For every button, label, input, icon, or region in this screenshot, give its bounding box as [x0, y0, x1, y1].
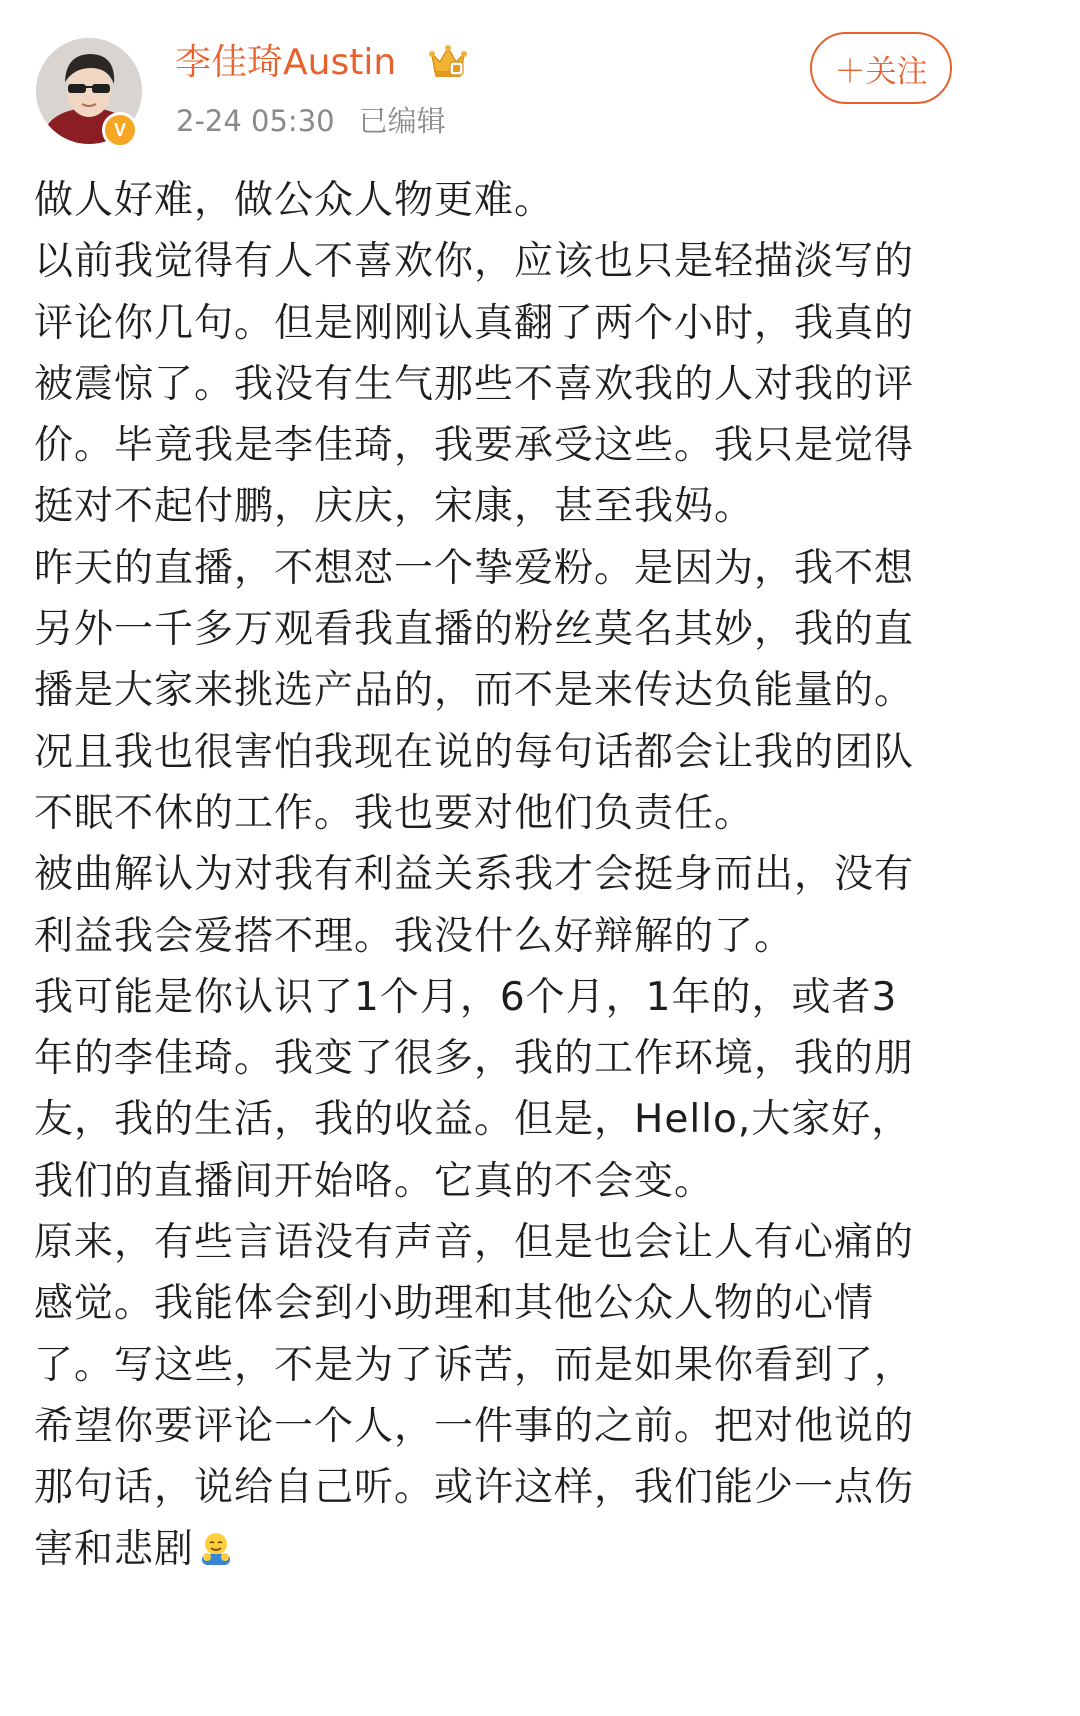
post-meta: [176, 102, 446, 140]
post-line: 利益我会爱搭不理。我没什么好辩解的了。: [34, 913, 795, 959]
post-line: 年的李佳琦。我变了很多，我的工作环境，我的朋: [34, 1036, 915, 1082]
post-line: 评论你几句。但是刚刚认真翻了两个小时，我真的: [34, 300, 915, 346]
post-line: 原来，有些言语没有声音，但是也会让人有心痛的: [34, 1220, 915, 1266]
post-line: 了。写这些，不是为了诉苦，而是如果你看到了，: [34, 1342, 915, 1388]
post-line: 被震惊了。我没有生气那些不喜欢我的人对我的评: [34, 361, 915, 407]
post-line: 况且我也很害怕我现在说的每句话都会让我的团队: [34, 729, 915, 775]
post-line: 我可能是你认识了1个月，6个月，1年的，或者3: [34, 974, 898, 1020]
post-line: 感觉。我能体会到小助理和其他公众人物的心情: [34, 1281, 875, 1327]
post-line: 价。毕竟我是李佳琦，我要承受这些。我只是觉得: [34, 423, 915, 469]
edited-label[interactable]: 已编辑: [358, 104, 446, 138]
post-line: 友，我的生活，我的收益。但是，Hello,大家好，: [34, 1097, 912, 1143]
post-line-last: [34, 1519, 1044, 1580]
post-line-text: 害和悲剧: [34, 1526, 195, 1572]
crown-icon[interactable]: [428, 42, 468, 82]
post-body: [34, 170, 1044, 1580]
post-line: 不眠不休的工作。我也要对他们负责任。: [34, 790, 755, 836]
post-line: 那句话，说给自己听。或许这样，我们能少一点伤: [34, 1465, 915, 1511]
post-line: 播是大家来挑选产品的，而不是来传达负能量的。: [34, 668, 915, 714]
follow-button[interactable]: ＋关注: [810, 32, 952, 104]
post-line: 做人好难，做公众人物更难。: [34, 178, 555, 223]
post-line: 另外一千多万观看我直播的粉丝莫名其妙，我的直: [34, 607, 915, 653]
post-line: 被曲解认为对我有利益关系我才会挺身而出，没有: [34, 852, 915, 898]
post-line: 昨天的直播，不想怼一个挚爱粉。是因为，我不想: [34, 545, 915, 591]
post-timestamp: 2-24 05:30: [176, 104, 335, 138]
verified-badge: V: [102, 112, 138, 148]
post-line: 我们的直播间开始咯。它真的不会变。: [34, 1158, 715, 1204]
username[interactable]: 李佳琦Austin: [175, 42, 397, 83]
post-header: [0, 0, 1080, 165]
hug-emoji-icon: [198, 1530, 234, 1566]
post-line: 希望你要评论一个人，一件事的之前。把对他说的: [34, 1403, 915, 1449]
post-line: 挺对不起付鹏，庆庆，宋康，甚至我妈。: [34, 484, 755, 530]
post-line: 以前我觉得有人不喜欢你，应该也只是轻描淡写的: [34, 239, 915, 285]
